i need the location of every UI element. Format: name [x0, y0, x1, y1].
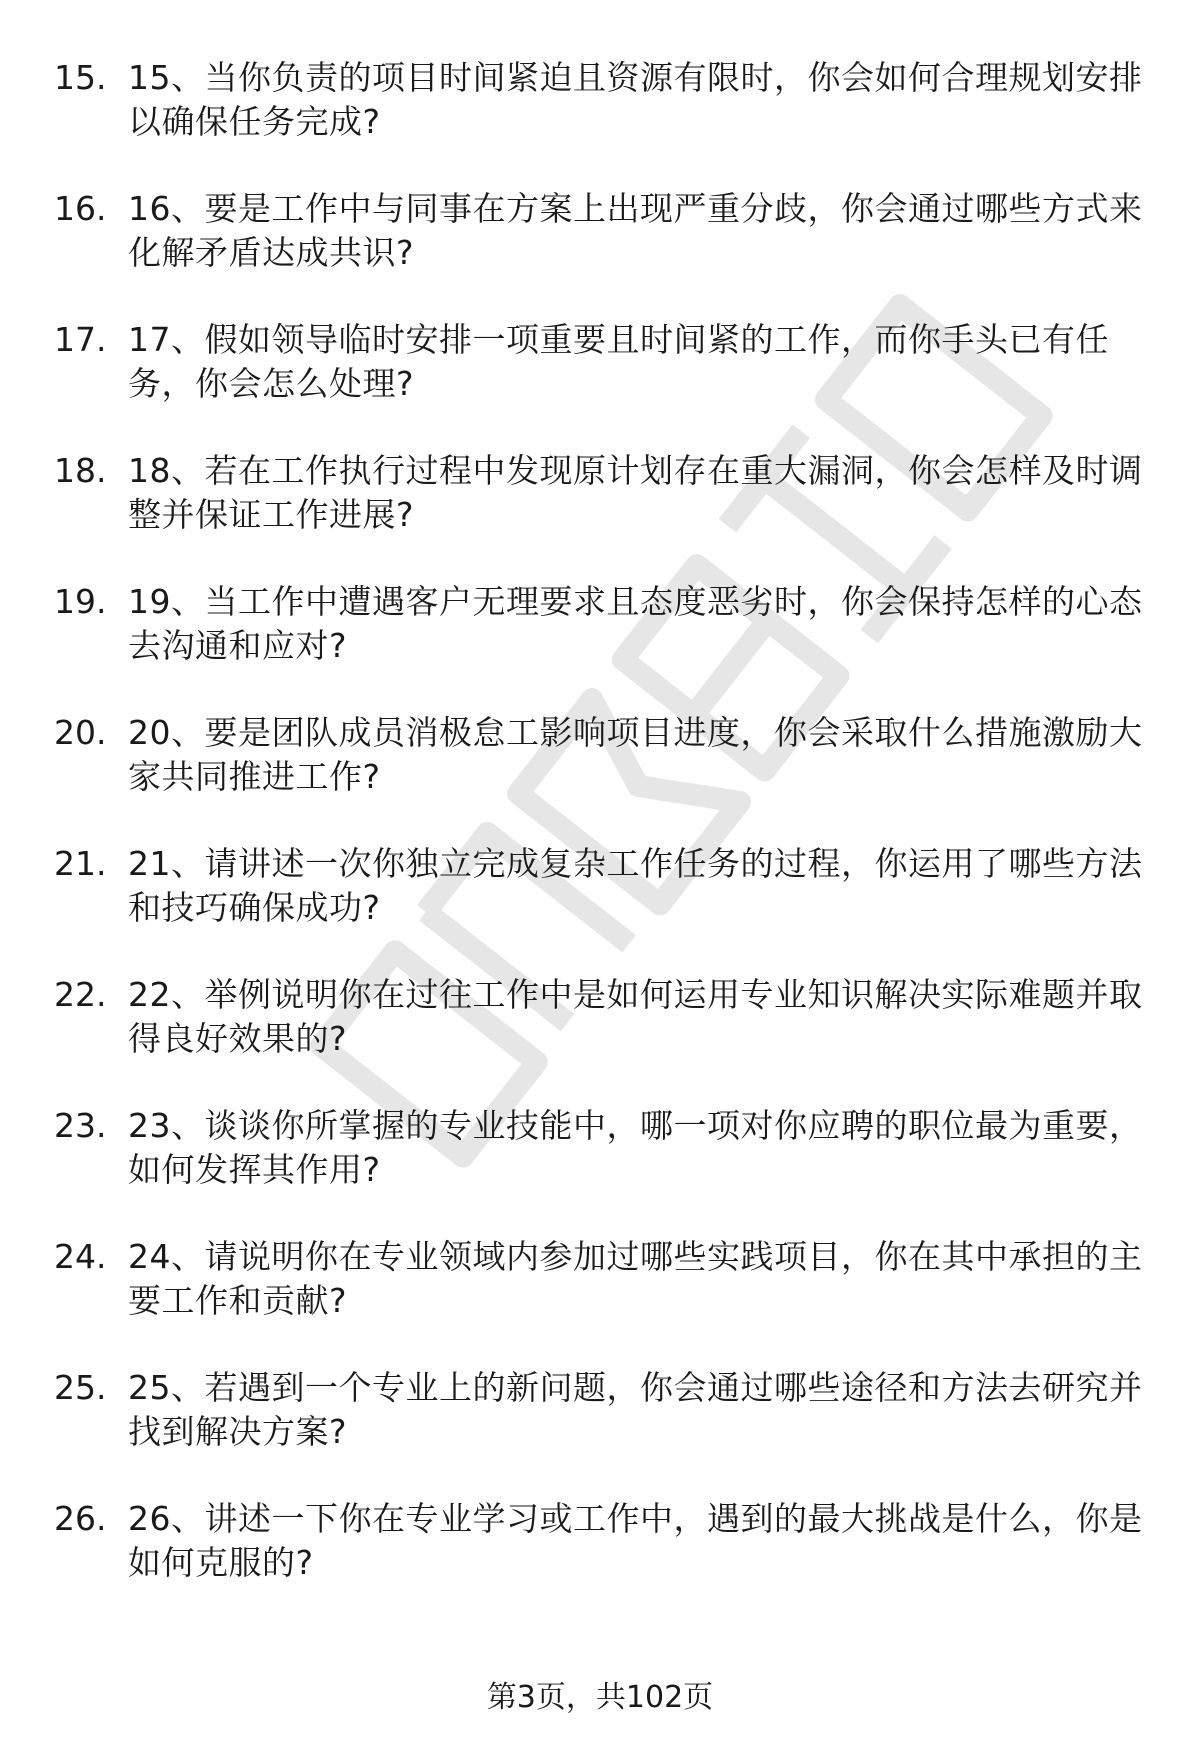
list-item-text: 19、当工作中遭遇客户无理要求且态度恶劣时，你会保持怎样的心态去沟通和应对? [128, 582, 1143, 665]
list-item-text: 17、假如领导临时安排一项重要且时间紧的工作，而你手头已有任务，你会怎么处理? [128, 320, 1109, 403]
list-item-text: 15、当你负责的项目时间紧迫且资源有限时，你会如何合理规划安排以确保任务完成? [128, 58, 1143, 141]
list-item-number: 26. [54, 1499, 107, 1538]
list-item-text: 23、谈谈你所掌握的专业技能中，哪一项对你应聘的职位最为重要，如何发挥其作用? [128, 1106, 1143, 1189]
list-item-text: 21、请讲述一次你独立完成复杂工作任务的过程，你运用了哪些方法和技巧确保成功? [128, 844, 1143, 927]
list-item-number: 18. [54, 451, 107, 490]
list-item-number: 15. [54, 58, 107, 97]
list-item-text: 25、若遇到一个专业上的新问题，你会通过哪些途径和方法去研究并找到解决方案? [128, 1368, 1143, 1451]
list-item-number: 17. [54, 320, 107, 359]
list-item-number: 22. [54, 975, 107, 1014]
list-item-number: 20. [54, 713, 107, 752]
list-item [0, 449, 1200, 580]
list-item [0, 973, 1200, 1104]
list-item [0, 1104, 1200, 1235]
list-item-number: 24. [54, 1237, 107, 1276]
list-item-number: 16. [54, 189, 107, 228]
list-item-text: 22、举例说明你在过往工作中是如何运用专业知识解决实际难题并取得良好效果的? [128, 975, 1143, 1058]
list-item [0, 1366, 1200, 1497]
list-item-text: 20、要是团队成员消极怠工影响项目进度，你会采取什么措施激励大家共同推进工作? [128, 713, 1143, 796]
list-item [0, 187, 1200, 318]
list-item-text: 24、请说明你在专业领域内参加过哪些实践项目，你在其中承担的主要工作和贡献? [128, 1237, 1143, 1320]
list-item [0, 842, 1200, 973]
list-item-number: 25. [54, 1368, 107, 1407]
list-item-text: 18、若在工作执行过程中发现原计划存在重大漏洞，你会怎样及时调整并保证工作进展? [128, 451, 1143, 534]
list-item-number: 23. [54, 1106, 107, 1145]
list-item [0, 318, 1200, 449]
list-item [0, 1235, 1200, 1366]
list-item [0, 1497, 1200, 1628]
list-item [0, 711, 1200, 842]
list-item [0, 580, 1200, 711]
list-item-text: 26、讲述一下你在专业学习或工作中，遇到的最大挑战是什么，你是如何克服的? [128, 1499, 1143, 1582]
list-item-text: 16、要是工作中与同事在方案上出现严重分歧，你会通过哪些方式来化解矛盾达成共识? [128, 189, 1143, 272]
list-item-number: 21. [54, 844, 107, 883]
list-item [0, 56, 1200, 187]
list-item-number: 19. [54, 582, 107, 621]
page-footer: 第3页，共102页 [486, 1680, 714, 1715]
question-list [0, 56, 1200, 1628]
